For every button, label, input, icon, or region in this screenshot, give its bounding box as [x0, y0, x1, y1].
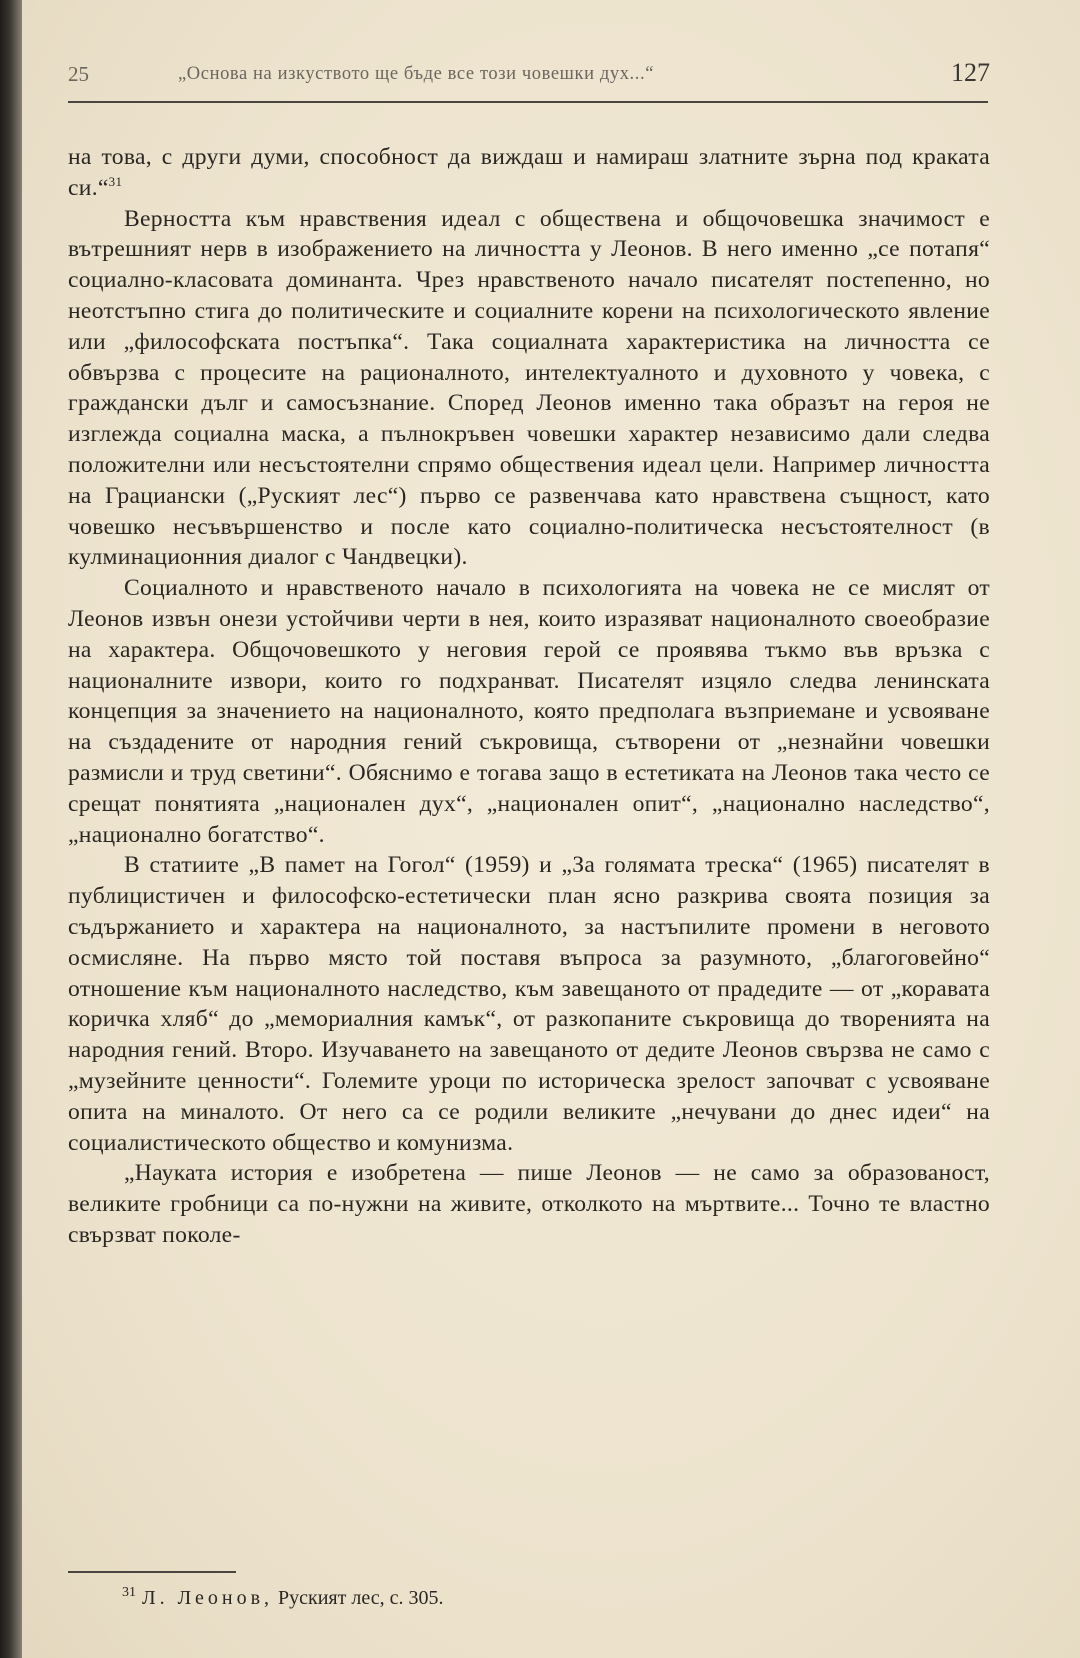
page-number: 127 [951, 58, 990, 87]
footnote-author: Л. Леонов, [142, 1587, 274, 1609]
book-binding-shadow [0, 0, 22, 1658]
paragraph-2: Верността към нравствения идеал с обществена и общочовешка значимост е вътрешният нерв в изображението на личността у Леонов. В него именно „се потапя“ социално-класовата доминанта. Чрез нравственото начало писателят постепенно, но неотстъпно стига до политическите и социалните корени на психологическото явление или „философската постъпка“. Така социалната характеристика на личността се обвързва с процесите на рационалното, интелектуалното и духовното у човека, с граждански дълг и самосъзнание. Според Леонов именно така образът на героя не изглежда социална маска, а пълнокръвен човешки характер независимо дали следва положителни или несъстоятелни спрямо обществения идеал цели. Например личността на Грациански („Руският лес“) първо се развенчава като нравствена същност, като човешко несъвършенство и после като социално-политическа несъстоятелност (в кулминационния диалог с Чандвецки). [68, 205, 990, 571]
paragraph-4: В статиите „В памет на Гогол“ (1959) и „За голямата треска“ (1965) писателят в публицистичен и философско-естетически план ясно разкрива своята позиция за съдържанието и характера на националното, за настъпилите промени в неговото осмисляне. На първо място той поставя въпроса за разумното, „благоговейно“ отношение към националното наследство, към завещаното от прадедите — от „коравата коричка хляб“ до „мемориалния камък“, от разкопаните съкровища до творенията на народния гений. Второ. Изучаването на завещаното от дедите Леонов свързва не само с „музейните ценности“. Големите уроци по историческа зрелост започват с усвояване опита на миналото. От него са се родили великите „нечувани до днес идеи“ на социалистическото общество и комунизма. [68, 852, 990, 1156]
paragraph-3: Социалното и нравственото начало в психологията на човека не се мислят от Леонов извън онези устойчиви черти в нея, които изразяват националното своеобразие на характера. Общочовешкото у неговия герой се проявява тъкмо във връзка с националните извори, които го подхранват. Писателят изцяло следва ленинската концепция за значението на националното, която предполага възприемане и усвояване на създадените от народния гений съкровища, сътворени от „незнайни човешки размисли и труд светини“. Обяснимо е тогава защо в естетиката на Леонов така често се срещат понятията „национален дух“, „национален опит“, „национално наследство“, „национално богатство“. [68, 575, 990, 848]
main-text [68, 142, 990, 1251]
running-header [68, 58, 990, 98]
running-title: „Основа на изкуството ще бъде все този човешки дух...“ [178, 64, 655, 84]
chapter-number: 25 [68, 62, 89, 86]
header-rule [68, 101, 988, 103]
paragraph-1 [68, 142, 990, 204]
footnote [122, 1587, 443, 1610]
footnote-reference: 31 [108, 173, 123, 189]
footnote-rule [68, 1571, 236, 1573]
paragraph-5: „Науката история е изобретена — пише Леонов — не само за образованост, великите гробници са по-нужни на живите, отколкото на мъртвите... Точно те властно свързват поколе- [68, 1160, 990, 1248]
footnote-text: Руският лес, с. 305. [278, 1587, 444, 1609]
footnote-number: 31 [122, 1585, 136, 1601]
paragraph-1-text: на това, с други думи, способност да виждаш и намираш златните зърна под краката си.“ [68, 144, 990, 201]
